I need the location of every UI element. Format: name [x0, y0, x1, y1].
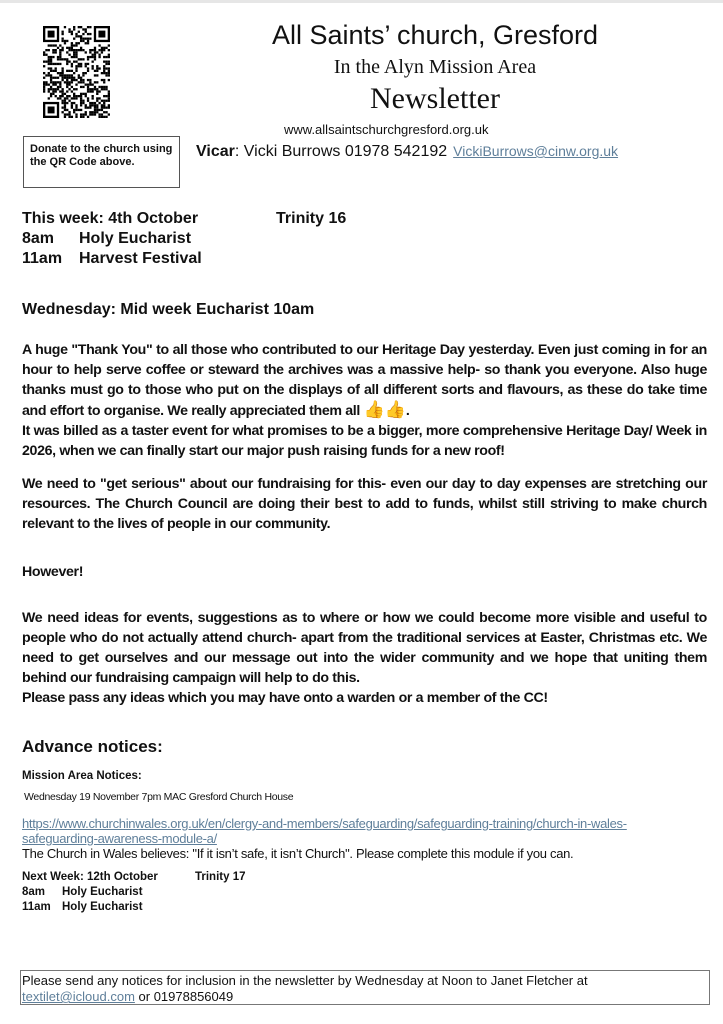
- ideas-text: We need ideas for events, suggestions as to where or how we could become more visible and useful to people who do not actually attend church- apart from the traditional services at Easter, Christmas etc. We need to get ourselves and our message out into the wider community and we hope that uniting them behind our fundraising campaign will help to do this.: [22, 610, 707, 686]
- advance-notices-heading: Advance notices:: [22, 737, 163, 756]
- next-week-label: Next Week: 12th October: [22, 871, 158, 883]
- fundraising-text: We need to "get serious" about our fundraising for this- even our day to day expenses are stretching our resources. The Church Council are doing their best to add to funds, whilst still striving to make church relevant to the lives of people in our community.: [22, 476, 707, 532]
- website-link[interactable]: www.allsaintschurchgresford.org.uk: [284, 122, 489, 137]
- service-name: Holy Eucharist: [62, 901, 143, 913]
- mission-area-notice: Wednesday 19 November 7pm MAC Gresford Church House: [24, 791, 294, 803]
- vicar-email-link[interactable]: VickiBurrows@cinw.org.uk: [453, 143, 619, 159]
- church-title: All Saints’ church, Gresford: [271, 20, 599, 50]
- service-name: Harvest Festival: [79, 250, 202, 267]
- next-week-section: [22, 870, 246, 915]
- safeguarding-note: The Church in Wales believes: "If it isn’t safe, it isn’t Church". Please complete this module if you can.: [22, 846, 574, 861]
- service-row: [22, 229, 202, 249]
- qr-code-icon[interactable]: [43, 26, 110, 118]
- submission-text: Please send any notices for inclusion in the newsletter by Wednesday at Noon to Janet Fletcher at: [22, 973, 588, 988]
- service-time: 8am: [22, 886, 46, 898]
- service-name: Holy Eucharist: [62, 886, 143, 898]
- fundraising-paragraph: [22, 474, 707, 534]
- service-time: 8am: [22, 230, 55, 247]
- this-week-heading: [22, 209, 347, 229]
- next-week-trinity: Trinity 17: [195, 871, 246, 883]
- newsletter-heading: Newsletter: [370, 82, 500, 115]
- service-name: Holy Eucharist: [79, 230, 192, 247]
- midweek-service: Wednesday: Mid week Eucharist 10am: [22, 301, 315, 318]
- mission-area-subtitle: In the Alyn Mission Area: [333, 56, 537, 78]
- submission-phone: or 01978856049: [134, 989, 234, 1004]
- however-text: However!: [22, 564, 84, 580]
- this-week-trinity: Trinity 16: [276, 210, 347, 227]
- vicar-contact: [196, 143, 618, 161]
- this-week-section: [22, 209, 347, 269]
- service-row: [22, 900, 158, 915]
- thank-you-text: A huge "Thank You" to all those who contributed to our Heritage Day yesterday. Even just coming in for an hour to help serve coffee or steward the archives was a massive help- so thank you everyone. Also huge thanks must go to those who put on the displays of all different sorts and flavours, as these do take time and effort to organise. We really appreciated them all: [22, 342, 707, 419]
- this-week-label: This week: [22, 210, 99, 227]
- submission-notice: [20, 970, 710, 1005]
- vicar-label: Vicar: [196, 143, 235, 160]
- ideas-paragraph: [22, 608, 707, 708]
- mission-area-heading: Mission Area Notices:: [22, 770, 142, 782]
- pass-ideas-text: Please pass any ideas which you may have onto a warden or a member of the CC!: [22, 690, 548, 706]
- thank-you-paragraph: A huge "Thank You" to all those who contributed to our Heritage Day yesterday. Even just coming in for an hour to help serve coffee or steward the archives was a massive help- so thank you everyone. Also huge thanks must go to those who put on the displays of all different sorts and flavours, as these do take time and effort to organise. We really appreciated them all 👍👍. It was billed as a taster event for what promises to be a bigger, more comprehensive Heritage Day/ Week in 2026, when we can finally start our major push raising funds for a new roof!: [22, 342, 707, 459]
- service-time: 11am: [22, 250, 63, 267]
- vicar-name-phone: : Vicki Burrows 01978 542192: [234, 143, 448, 160]
- service-row: [22, 249, 202, 269]
- top-divider: [0, 0, 723, 3]
- service-time: 11am: [22, 901, 51, 913]
- safeguarding-link[interactable]: https://www.churchinwales.org.uk/en/clergy-and-members/safeguarding/safeguarding-training/church-in-wales-safeguarding-awareness-module-a/: [22, 816, 627, 846]
- this-week-date: : 4th October: [98, 210, 199, 227]
- thumbs-up-icon: 👍👍: [363, 400, 406, 419]
- however-paragraph: [22, 562, 707, 582]
- service-row: [22, 885, 158, 900]
- heritage-paragraph: It was billed as a taster event for what promises to be a bigger, more comprehensive Heritage Day/ Week in 2026, when we can finally start our major push raising funds for a new roof!: [22, 423, 707, 459]
- next-week-heading: [22, 870, 246, 885]
- submission-email-link[interactable]: textilet@icloud.com: [22, 989, 135, 1004]
- donate-note: Donate to the church using the QR Code above.: [23, 136, 180, 188]
